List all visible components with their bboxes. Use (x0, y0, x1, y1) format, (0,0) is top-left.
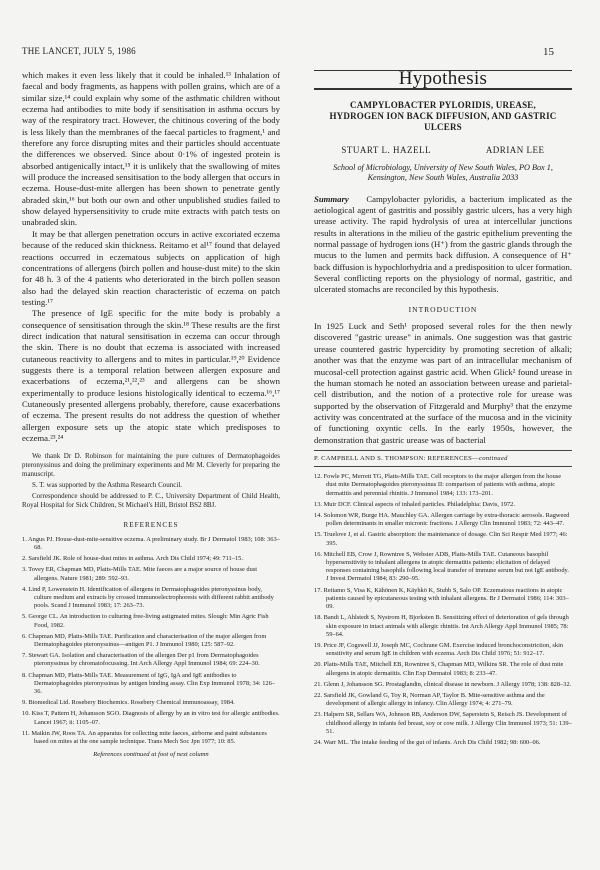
reference-item: 13. Muir DCF. Clinical aspects of inhaled particles. Philadelphia: Davis, 1972. (314, 500, 515, 508)
continued-references-heading: P. CAMPBELL AND S. THOMPSON: REFERENCES—continued (314, 450, 572, 467)
reference-item: 12. Fowle PC, Merrett TG, Platts-Mills TAE. Cell receptors to the major allergen from the house dust mite Dermatophagoides pteronyssinus II: comparison of patients with asthma, atopic dermatitis and perennial rhinitis. J Immunol 1984; 133: 173–201. (314, 473, 562, 497)
acknowledgements (22, 452, 280, 510)
continued-heading-suffix: continued (478, 454, 508, 462)
reference-item: 18. Bandi L, Ahlstedt S, Nystrom H, Bjorksten B. Sensitizing effect of deterioration of gels through skin exposure in intact animals with allergic rhinitis. Int Arch Allergy Appl Immunol 1985; 78: 59–64. (314, 614, 569, 638)
reference-item: 9. Biomedical Ltd. Rosebery Biochemics. Rosebery Chemical immunoassay, 1984. (22, 699, 235, 707)
right-column (314, 70, 572, 750)
continued-reference-list (314, 473, 572, 747)
continued-heading-names: P. CAMPBELL AND S. THOMPSON: REFERENCES (314, 454, 473, 462)
reference-item: 21. Glenn J, Johansson SG. Prostaglandin, clinical disease in newborn. J Allergy 1978; 138: 828–32. (314, 680, 572, 688)
reference-item: 5. George CL. An introduction to culturing free-living astigmated mites. Slough: Min Agric Fish Food, 1982. (22, 613, 269, 629)
reference-item: 14. Solomon WR, Burge HA. Mauchley GA. Allergen carriage by extra-thoracic aerosols. Ragweed pollen determinants in smaller micronic fractions. J Allergy Clin Immunol 1983; 72: 443–47. (314, 512, 570, 528)
reference-item: 4. Lind P, Lowenstein H. Identification of allergens in Dermatophagoides pteronyssinus body, culture medium and extracts by crossed immunoelectrophoresis with different rabbit antibody pools. Scand J Immunol 1983; 17: 263–73. (22, 585, 274, 610)
body-paragraph: The presence of IgE specific for the mite body is probably a consequence of sensitisation through the skin.¹⁸ These results are the first direct indication that natural sensitisation in eczema can occur through the skin. There is no doubt that eczema is associated with increased cutaneous reactivity to allergens and to mites in particular.¹⁹,²⁰ Evidence suggests there is a temporal relation between allergen exposure and exacerbations of eczema,²¹,²²,²³ and allergens can be shown experimentally to produce lesions histologically identical to eczema.¹⁶,¹⁷ Cutaneously presented allergens probably, therefore, cause exacerbations of eczema. The present results do not address the question of whether allergen exposure sets up the atopic state which predisposes to eczema.²³,²⁴ (22, 308, 280, 443)
reference-item: 8. Chapman MD, Platts-Mills TAE. Measurement of IgG, IgA and IgE antibodies to Dermatophagoides pteronyssinus by antigen binding assay. Clin Exp Immunol 1978; 34: 126–36. (22, 671, 275, 695)
reference-item: 17. Reitamo S, Visa K, Kähönen K, Käyhkö K, Stubb S, Salo OP. Eczematous reactions in atopic patients caused by epicutaneous testing with inhalant allergens. Br J Dermatol 1986; 114: 303–09. (314, 586, 569, 611)
reference-item: 24. Warr ML. The intake feeding of the gut of infants. Arch Dis Child 1982; 98: 600–06. (314, 738, 541, 746)
reference-item: 22. Sarsfield JK, Gowland G, Toy R, Norman AP, Taylor B. Mite-sensitive asthma and the development of allergic allergy in infancy. Clin Allergy 1974; 4: 271–79. (314, 691, 545, 708)
introduction-heading: INTRODUCTION (408, 304, 478, 314)
body-paragraph: which makes it even less likely that it could be inhaled.¹³ Inhalation of faecal and body fragments, as happens with pollen grains, which are of a similar size,¹⁴ could explain why some of the asthmatic children without eczema had antibodies to mite body if sensitisation in asthma occurs by way of the respiratory tract. However, the chitinous covering of the body is less likely than the membranes of the faecal particles to fragment,¹ and therefore any force disrupting mites and their particles should accentuate the differences we observed. Since about 0·1% of ingested protein is absorbed antigenically intact,¹⁵ it is unlikely that the swallowing of mites will produce the increased sensitisation to the body allergen that occurs in eczema. House-dust-mite allergen has been shown to penetrate gently abraded skin,¹⁶ but both our own and other unpublished studies failed to show delayed hypersensitivity to crude mite extracts with patch tests on unabraded skin. (22, 70, 280, 228)
summary-text: Campylobacter pyloridis, a bacterium implicated as the aetiological agent of gastritis and possibly gastric ulcers, has a very high urease activity. The rapid hydrolysis of urea at intercellular junctions results in alterations in the milieu of the gastric epithelium preventing the normal passage of hydrogen ions (H⁺) from the gastric glands through the mucus to the lumen and permits back diffusion. A consequence of H⁺ back diffusion is hypochlorhydria and a predisposition to ulcer formation. Several conflicting reports on the physiology of normal, gastritic, and ulcerated stomachs are reconciled by this hypothesis. (314, 193, 572, 295)
section-title: Hypothesis (398, 68, 488, 89)
reference-item: 10. Kiss T, Pattern H, Johansson SGO. Diagnosis of allergy by an in vitro test for allergic antibodies. Lancet 1967; ii: 1105–07. (22, 710, 280, 726)
body-paragraph: It may be that allergen penetration occurs in active excoriated eczema because of the reduced skin thickness. Reitamo et al¹⁷ found that delayed reactions occurred in eczematous subjects on application of high concentrations of allergens (birch pollen and house-dust mite) to the skin for 48 h. 3 of the 4 patients who deteriorated in the birch pollen season also had the delayed skin reaction characteristic of eczema on patch testing.¹⁷ (22, 228, 280, 307)
left-column (22, 70, 280, 761)
introduction-paragraph: In 1925 Luck and Seth¹ proposed several roles for the then newly discovered "gastric urease" in animals. One suggestion was that gastric urease countered gastric hypercidity by promoting secretion of alkali; another was that the enzyme was part of an intracellular mechanism of mucosal-cell protection against gastric acid. When Glick² found urease in the human stomach he noted an association between urease and parietal-cell distribution, and the notion of a protective role for urease was supported by the observation of Fitzgerald and Murphy³ that the enzyme activity was concentrated at the surface of the mucosa and in the vicinity of functioning oxyntic cells. In the early 1950s, however, the demonstration that gastric urease was of bacterial (314, 321, 572, 445)
references-continued-note: References continued at foot of next column (93, 751, 209, 759)
reference-item: 20. Platts-Mills TAE, Mitchell EB, Rowntree S, Chapman MD, Wilkins SR. The role of dust mite allergens in atopic dermatitis. Clin Exp Dermatol 1983; 8: 233–47. (314, 661, 564, 677)
reference-item: 3. Tovey ER, Chapman MD, Platts-Mills TAE. Mite faeces are a major source of house dust allergens. Nature 1981; 289: 592–93. (22, 566, 258, 582)
reference-item: 11. Maikin JW, Roos TA. An apparatus for collecting mite faeces, airborne and paint substances based on mites at the one sample technique. Trans Mech Soc Jpn 1977; 10: 85. (22, 729, 267, 745)
author-name: STUART L. HAZELL (341, 145, 431, 156)
article-title: CAMPYLOBACTER PYLORIDIS, UREASE, HYDROGEN ION BACK DIFFUSION, AND GASTRIC ULCERS (329, 100, 557, 133)
funding-text: S. T. was supported by the Asthma Research Council. (32, 481, 183, 490)
running-header: THE LANCET, JULY 5, 1986 (22, 46, 136, 56)
reference-item: 19. Price JF, Cogswell JJ, Joseph MC, Cochrane GM. Exercise induced bronchoconstriction, skin sensitivity and serum IgE in children with eczema. Arch Dis Child 1976; 51: 912–17. (314, 641, 564, 658)
reference-item: 2. Sarsfield JK. Role of house-dust mites in asthma. Arch Dis Child 1974; 49: 711–15. (22, 555, 243, 563)
reference-list (22, 536, 280, 746)
summary-paragraph (314, 194, 572, 296)
summary-label: Summary (314, 193, 349, 204)
reference-item: 6. Chapman MD, Platts-Mills TAE. Purification and characterisation of the major allergen from Dermatophagoides pteronyssinus—antigen P1. J Immunol 1980; 125: 587–92. (22, 632, 267, 648)
author-name: ADRIAN LEE (485, 145, 545, 156)
reference-item: 1. Angus PJ. House-dust-mite-sensitive eczema. A preliminary study. Br J Dermatol 1983; 108: 363–68. (22, 535, 280, 551)
reference-item: 15. Truelove J, et al. Gastric absorption: the maintenance of dosage. Clin Sci Respir Med 1977; 46: 395. (314, 531, 568, 547)
correspondence-text: Correspondence should be addressed to P. C., University Department of Child Health, Royal Hospital for Sick Children, St Michael's Hill, Bristol BS2 8BJ. (22, 492, 280, 510)
author-line (314, 145, 572, 156)
page-number: 15 (543, 46, 554, 58)
reference-item: 7. Stewart GA. Isolation and characterisation of the allergen Der p1 from Dermatophagoides pteronyssinus by chromatofocussing. Int Arch Allergy Appl Immunol 1984; 69: 224–30. (22, 652, 260, 668)
references-heading: REFERENCES (123, 521, 179, 530)
reference-item: 23. Halpern SR, Sellars WA, Johnson RB, Anderson DW, Saperstein S, Reisch JS. Development of childhood allergy in infants fed breast, soy or cow milk. J Allergy Clin Immunol 1973; 51: 139–51. (314, 711, 572, 735)
author-affiliation: School of Microbiology, University of New South Wales, PO Box 1, Kensington, New South Wales, Australia 2033 (333, 162, 553, 183)
acknowledgement-text: We thank Dr D. Robinson for maintaining the pure cultures of Dermatophagoides pteronyssinus and doing the preliminary experiments and Mr M. Cleverly for preparing the manuscript. (22, 452, 280, 479)
reference-item: 16. Mitchell EB, Crow J, Rowntree S, Webster ADB, Platts-Mills TAE. Cutaneous basophil hypersensitivity to inhalant allergens in atopic dermatitis patients: elicitation of delayed responses containing basophils following local transfer of immune serum but not IgE antibody. J Invest Dermatol 1984; 83: 290–95. (314, 550, 569, 583)
